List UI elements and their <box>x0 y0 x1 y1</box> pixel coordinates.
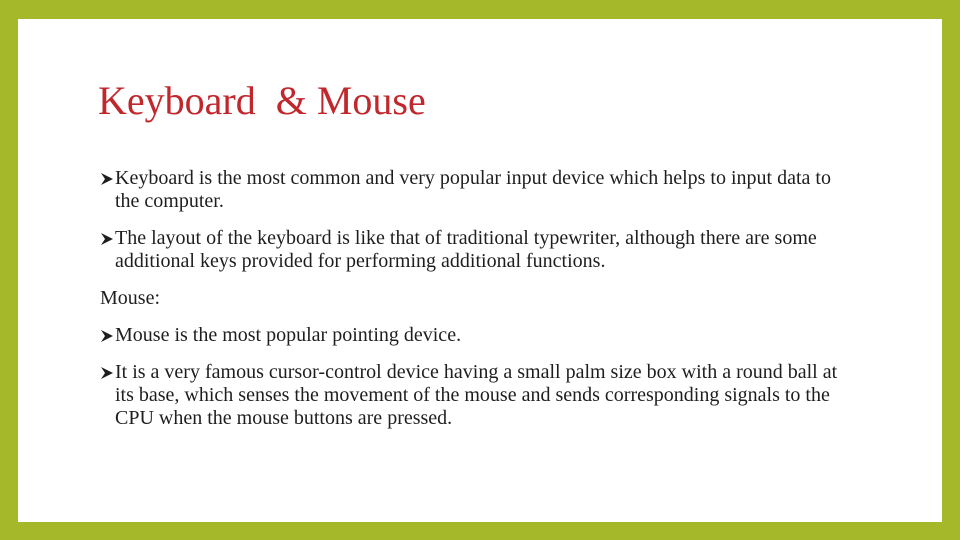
slide-body <box>18 19 942 522</box>
bullet-item-keyboard-layout <box>100 227 860 273</box>
arrow-bullet-icon <box>100 172 114 186</box>
arrow-bullet-icon <box>100 366 114 380</box>
arrow-bullet-icon <box>100 232 114 246</box>
mouse-heading: Mouse: <box>100 287 160 309</box>
arrow-bullet-icon <box>100 329 114 343</box>
bullet-item-mouse-description <box>100 361 860 430</box>
bullet-item-mouse-pointing <box>100 324 860 347</box>
bullet-text: It is a very famous cursor-control device having a small palm size box with a round ball at its base, which senses the movement of the mouse and sends corresponding signals to the CPU when the mouse buttons are pressed. <box>115 361 838 429</box>
slide-content <box>100 167 860 444</box>
bullet-item-keyboard-common <box>100 167 860 213</box>
bullet-text: The layout of the keyboard is like that of traditional typewriter, although there are some additional keys provided for performing additional functions. <box>115 227 817 272</box>
bullet-text: Mouse is the most popular pointing device. <box>115 324 462 346</box>
slide-title: Keyboard & Mouse <box>98 78 426 123</box>
bullet-text: Keyboard is the most common and very popular input device which helps to input data to the computer. <box>115 167 831 212</box>
